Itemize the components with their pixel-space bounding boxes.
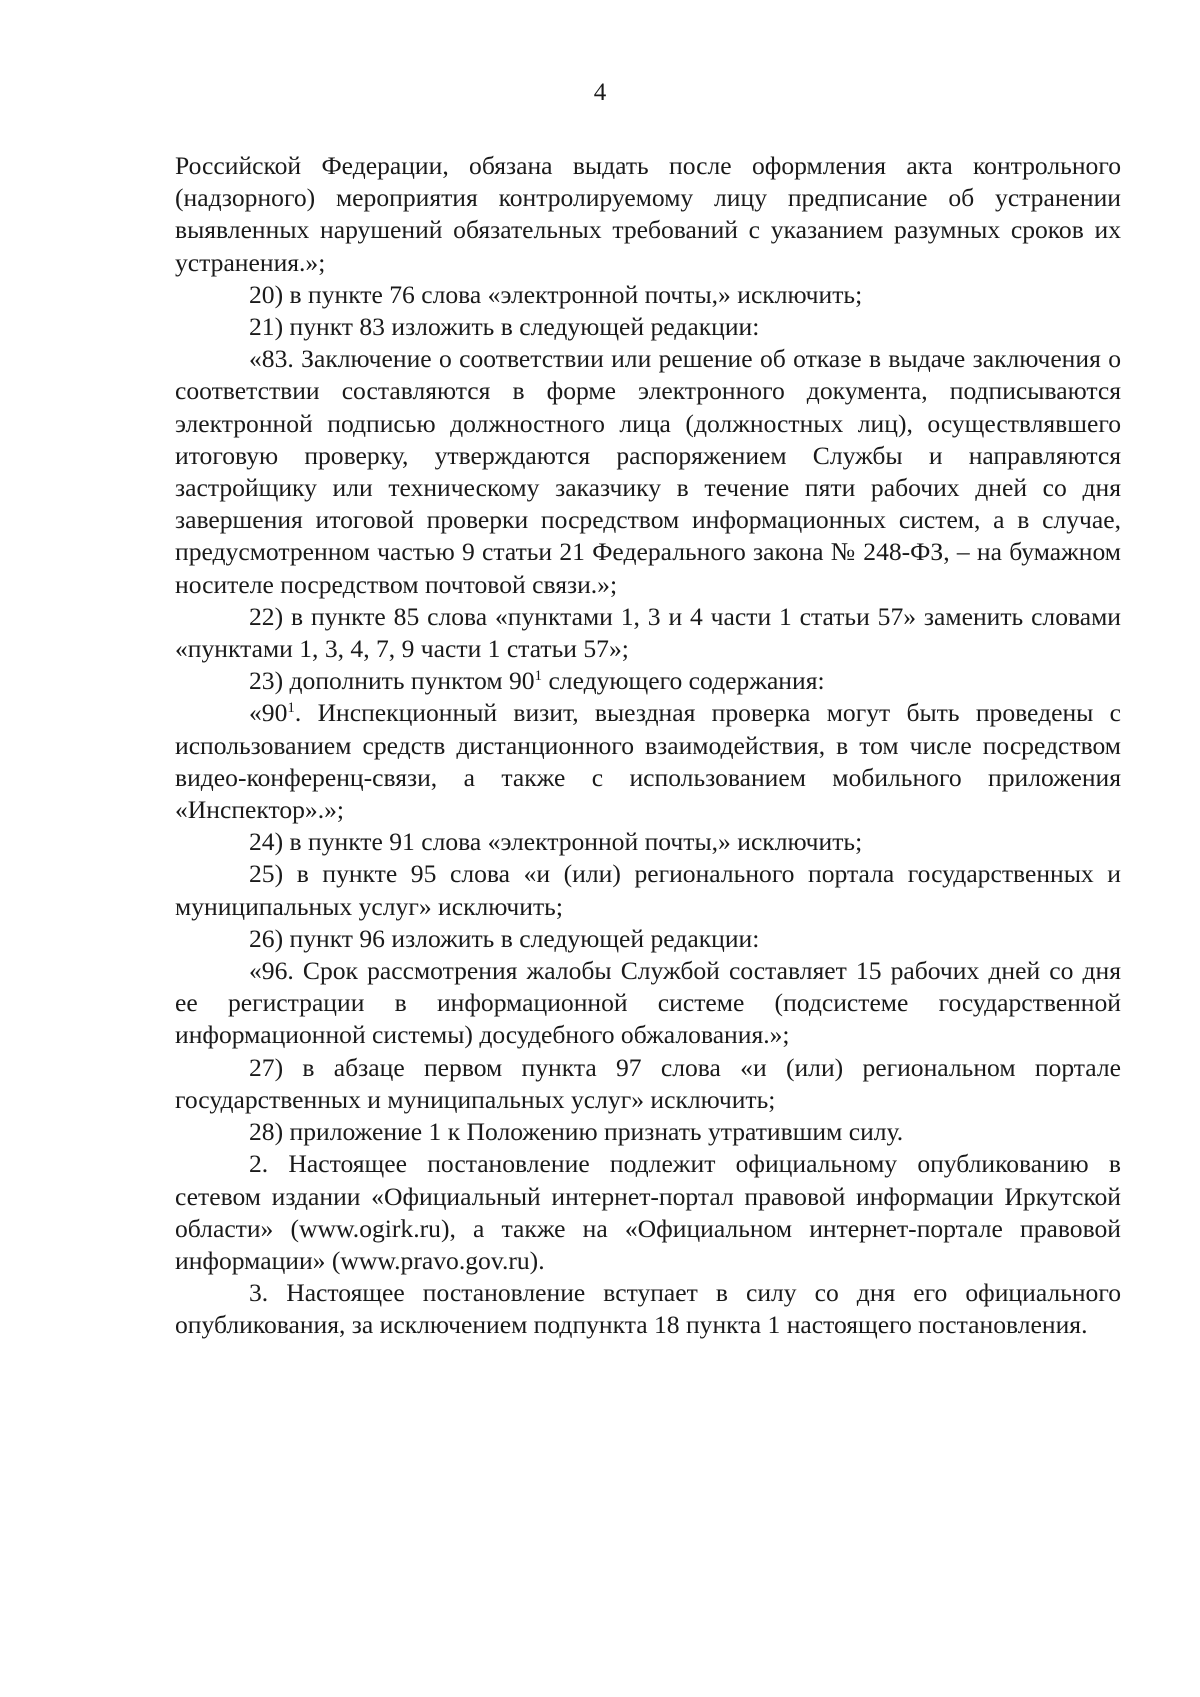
superscript: 1 (534, 668, 543, 685)
paragraph (175, 665, 1121, 697)
paragraph-text: . Инспекционный визит, выездная проверка могут быть проведены с использованием средств дистанционного взаимодействия, в том числе посредством видео-конференц-связи, а также с использованием мобильного приложения «Инспектор».»; (175, 698, 1121, 825)
paragraph-text: 23) дополнить пунктом 90 (249, 666, 535, 696)
paragraph: «96. Срок рассмотрения жалобы Службой составляет 15 рабочих дней со дня ее регистрации в информационной системе (подсистеме государственной информационной системы) досудебного обжалования.»; (175, 956, 1121, 1050)
paragraph-text: «90 (249, 698, 288, 728)
paragraph: 25) в пункте 95 слова «и (или) регионального портала государственных и муниципальных услуг» исключить; (175, 859, 1121, 921)
paragraph: 28) приложение 1 к Положению признать утратившим силу. (249, 1117, 904, 1147)
paragraph (175, 697, 1121, 826)
paragraph: 22) в пункте 85 слова «пунктами 1, 3 и 4 части 1 статьи 57» заменить словами «пунктами 1, 3, 4, 7, 9 части 1 статьи 57»; (175, 601, 1121, 664)
superscript: 1 (287, 700, 295, 717)
paragraph: «83. Заключение о соответствии или решение об отказе в выдаче заключения о соответствии составляются в форме электронного документа, подписываются электронной подписью должностного лица (должностных лиц), осуществлявшего итоговую проверку, утверждаются распоряжением Службы и направляются застройщику или техническому заказчику в течение пяти рабочих дней со дня завершения итоговой проверки посредством информационных систем, а в случае, предусмотренном частью 9 статьи 21 Федерального закона № 248-ФЗ, – на бумажном носителе посредством почтовой связи.»; (175, 344, 1121, 599)
paragraph-text: следующего содержания: (542, 666, 825, 696)
paragraph: 20) в пункте 76 слова «электронной почты,» исключить; (249, 279, 863, 309)
paragraph: 27) в абзаце первом пункта 97 слова «и (или) региональном портале государственных и муниципальных услуг» исключить; (175, 1052, 1121, 1114)
paragraph: 24) в пункте 91 слова «электронной почты,» исключить; (249, 827, 863, 857)
paragraph: 3. Настоящее постановление вступает в силу со дня его официального опубликования, за исключением подпункта 18 пункта 1 настоящего постановления. (175, 1278, 1121, 1340)
page-number: 4 (593, 79, 607, 106)
paragraph: 2. Настоящее постановление подлежит официальному опубликованию в сетевом издании «Официальный интернет-портал правовой информации Иркутской области» (www.ogirk.ru), а также на «Официальном интернет-портале правовой информации» (www.pravo.gov.ru). (175, 1149, 1121, 1275)
document-body (175, 150, 1121, 1342)
paragraph: 26) пункт 96 изложить в следующей редакции: (249, 923, 760, 953)
paragraph: Российской Федерации, обязана выдать после оформления акта контрольного (надзорного) мероприятия контролируемому лицу предписание об устранении выявленных нарушений обязательных требований с указанием разумных сроков их устранения.»; (175, 151, 1121, 277)
paragraph: 21) пункт 83 изложить в следующей редакции: (249, 312, 760, 342)
